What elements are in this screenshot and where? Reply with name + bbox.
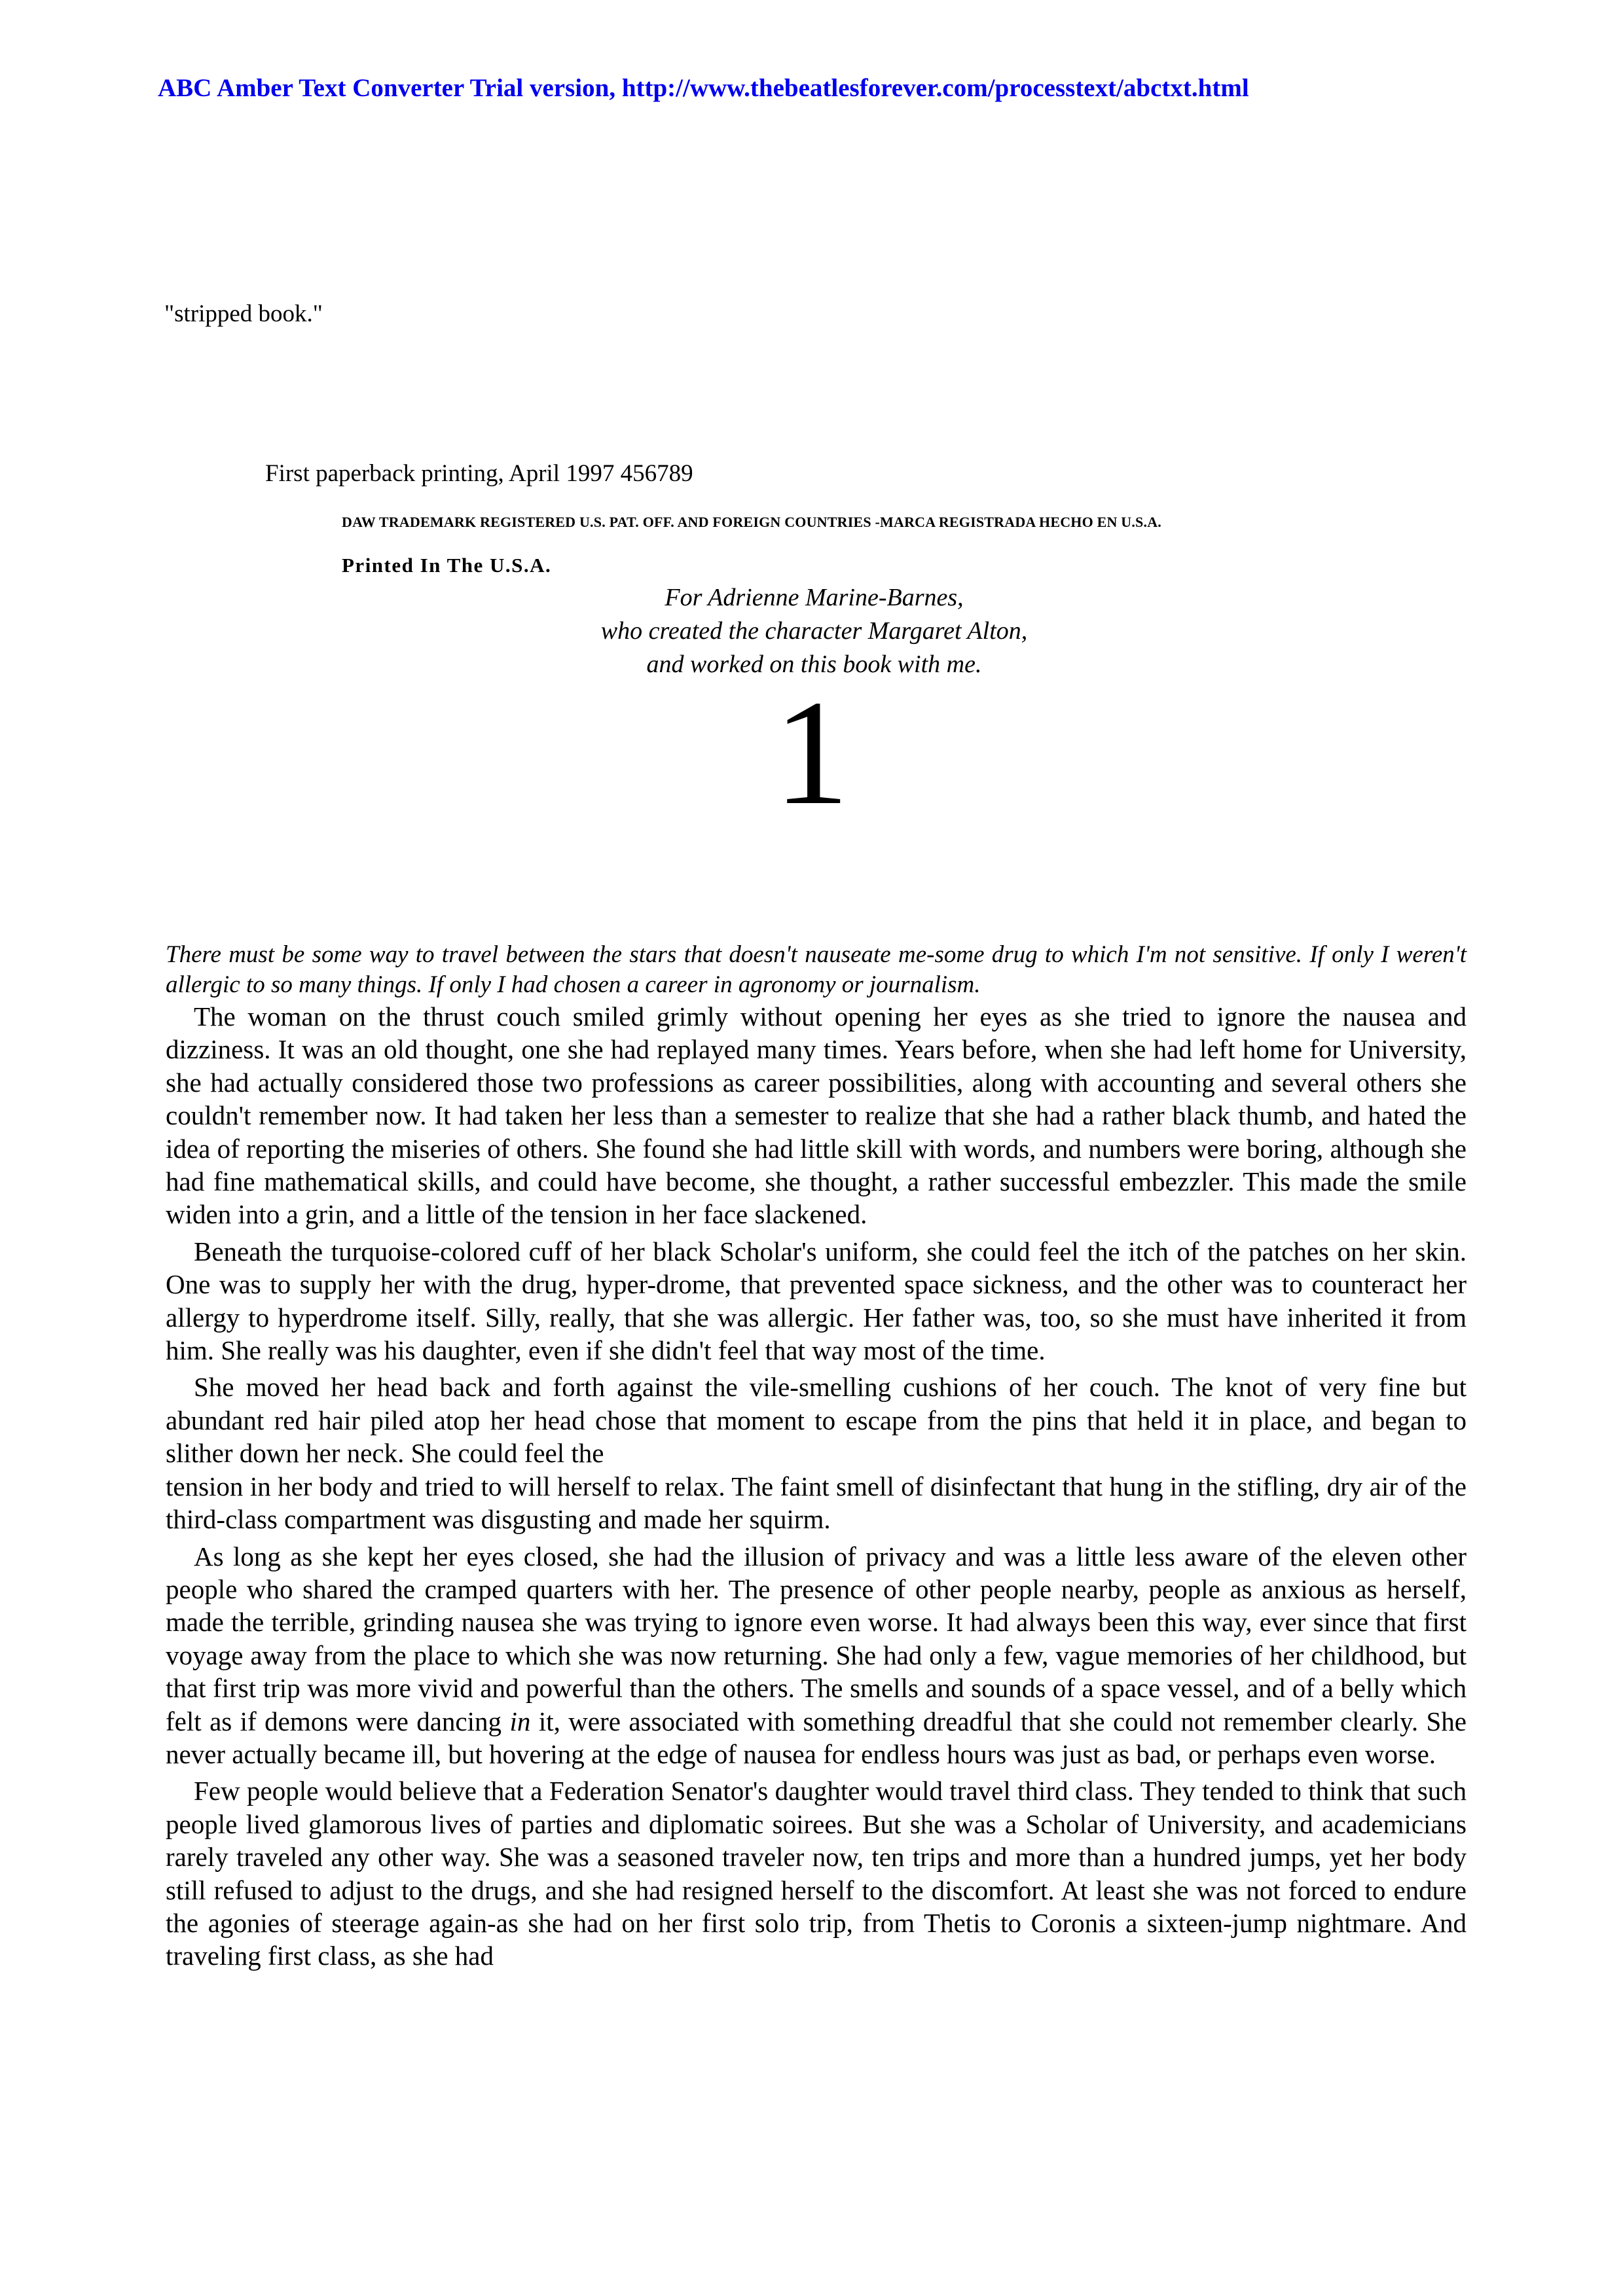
dedication-line-1: For Adrienne Marine-Barnes, bbox=[665, 584, 964, 611]
dedication bbox=[0, 581, 1623, 681]
paragraph: Beneath the turquoise-colored cuff of her black Scholar's uniform, she could feel the itch of the patches on her skin. One was to supply her with the drug, hyper-drome, that prevented space sickness, and the other was to counteract her allergy to hyperdrome itself. Silly, really, that she was allergic. Her father was, too, so she must have inherited it from him. She really was his daughter, even if she didn't feel that way most of the time. bbox=[166, 1236, 1467, 1366]
paragraph: She moved her head back and forth against the vile-smelling cushions of her couch. The knot of very fine but abundant red hair piled atop her head chose that moment to escape from the pins that held it in place, and began to slither down her neck. She could feel the bbox=[166, 1372, 1467, 1469]
trademark-line: DAW TRADEMARK REGISTERED U.S. PAT. OFF. AND FOREIGN COUNTRIES -MARCA REGISTRADA HECHO EN U.S.A. bbox=[342, 514, 1161, 530]
stripped-book-note: "stripped book." bbox=[164, 300, 323, 327]
chapter-number: 1 bbox=[774, 669, 849, 836]
paragraph-text: As long as she kept her eyes closed, she had the illusion of privacy and was a little less aware of the eleven other people who shared the cramped quarters with her. The presence of other people nearby, people as anxious as herself, made the terrible, grinding nausea she was trying to ignore even worse. It had always been this way, ever since that first voyage away from the place to which she was now returning. She had only a few, vague memories of her childhood, but that first trip was more vivid and powerful than the others. The smells and sounds of a space vessel, and of a belly which felt as if demons were dancing bbox=[166, 1541, 1467, 1736]
paragraph: The woman on the thrust couch smiled grimly without opening her eyes as she tried to ignore the nausea and dizziness. It was an old thought, one she had replayed many times. Years before, when she had left home for University, she had actually considered those two professions as career possibilities, along with accounting and several others she couldn't remember now. It had taken her less than a semester to realize that she had a rather black thumb, and hated the idea of reporting the miseries of others. She found she had little skill with words, and numbers were boring, although she had fine mathematical skills, and could have become, she thought, a rather successful embezzler. This made the smile widen into a grin, and a little of the tension in her face slackened. bbox=[166, 1001, 1467, 1230]
chapter-body bbox=[166, 940, 1467, 1973]
paragraph: Few people would believe that a Federation Senator's daughter would travel third class. They tended to think that such people lived glamorous lives of parties and diplomatic soirees. But she was a Scholar of University, and academicians rarely traveled any other way. She was a seasoned traveler now, ten trips and more than a hundred jumps, yet her body still refused to adjust to the drugs, and she had resigned herself to the discomfort. At least she was not forced to endure the agonies of steerage again-as she had on her first solo trip, from Thetis to Coronis a sixteen-jump nightmare. And traveling first class, as she had bbox=[166, 1776, 1467, 1971]
dedication-line-2: who created the character Margaret Alton, bbox=[600, 617, 1028, 645]
converter-banner: ABC Amber Text Converter Trial version, http://www.thebeatlesforever.com/processtext/abctxt.html bbox=[158, 74, 1249, 102]
paragraph-text: it, were associated with something dreadful that she could not remember clearly. She never actually became ill, but hovering at the edge of nausea for endless hours was just as bad, or perhaps even worse. bbox=[166, 1706, 1467, 1769]
paragraph bbox=[166, 1540, 1467, 1771]
epigraph: There must be some way to travel between the stars that doesn't nauseate me-some drug to which I'm not sensitive. If only I weren't allergic to so many things. If only I had chosen a career in agronomy or journalism. bbox=[166, 941, 1467, 998]
printed-in-line: Printed In The U.S.A. bbox=[342, 554, 552, 577]
printing-line: First paperback printing, April 1997 456789 bbox=[265, 460, 693, 487]
dedication-line-3: and worked on this book with me. bbox=[646, 651, 982, 678]
paragraph-continuation: tension in her body and tried to will herself to relax. The faint smell of disinfectant that hung in the stifling, dry air of the third-class compartment was disgusting and made her squirm. bbox=[166, 1471, 1467, 1535]
emphasis-text: in bbox=[509, 1706, 531, 1736]
